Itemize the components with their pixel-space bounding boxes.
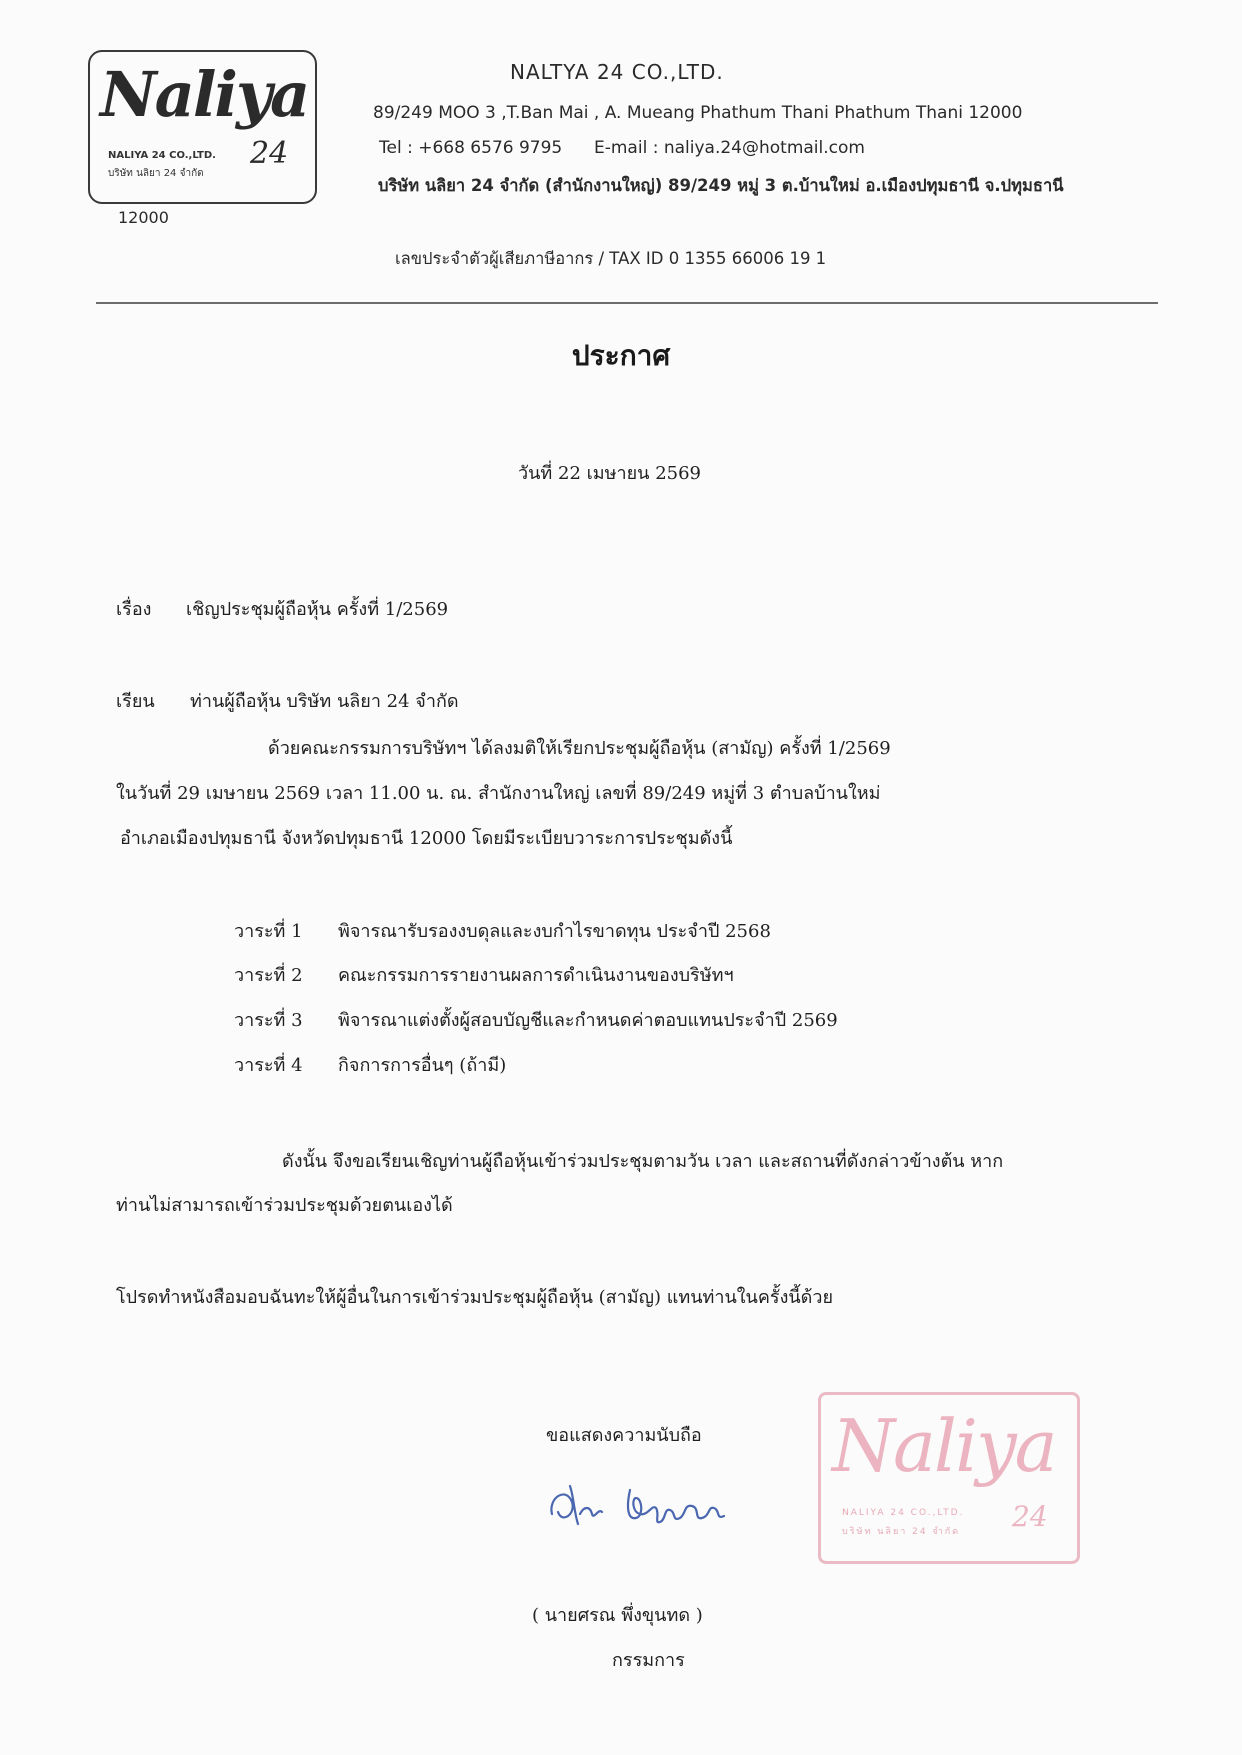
closing-line: ดังนั้น จึงขอเรียนเชิญท่านผู้ถือหุ้นเข้าร่วมประชุมตามวัน เวลา และสถานที่ดังกล่าวข้างต้น หาก [282, 1151, 1004, 1172]
intro-line: ด้วยคณะกรรมการบริษัทฯ ได้ลงมติให้เรียกประชุมผู้ถือหุ้น (สามัญ) ครั้งที่ 1/2569 [268, 738, 891, 759]
signer-name: ( นายศรณ พึ่งขุนทด ) [532, 1605, 703, 1626]
logo-company-name-th: บริษัท นลิยา 24 จำกัด [108, 168, 204, 179]
intro-line: อำเภอเมืองปทุมธานี จังหวัดปทุมธานี 12000 โดยมีระเบียบวาระการประชุมดังนี้ [120, 828, 733, 849]
agenda-item: กิจการการอื่นๆ (ถ้ามี) [338, 1055, 507, 1076]
agenda-label: วาระที่ 1 [234, 921, 303, 942]
agenda-label: วาระที่ 4 [234, 1055, 303, 1076]
recipient-label: เรียน [116, 691, 155, 712]
document-date: วันที่ 22 เมษายน 2569 [518, 463, 701, 484]
document-title: ประกาศ [571, 339, 671, 372]
handwritten-signature [544, 1468, 744, 1538]
header-divider [96, 302, 1158, 304]
closing-line: ท่านไม่สามารถเข้าร่วมประชุมด้วยตนเองได้ [116, 1195, 453, 1216]
seal-company-name-en: NALIYA 24 CO.,LTD. [842, 1508, 965, 1518]
agenda-item: พิจารณาแต่งตั้งผู้สอบบัญชีและกำหนดค่าตอบแทนประจำปี 2569 [338, 1010, 838, 1031]
seal-logo: Naliya [832, 1404, 1056, 1488]
company-address-th: บริษัท นลิยา 24 จำกัด (สำนักงานใหญ่) 89/249 หมู่ 3 ต.บ้านใหม่ อ.เมืองปทุมธานี จ.ปทุมธานี [378, 176, 1064, 195]
company-address-en: 89/249 MOO 3 ,T.Ban Mai , A. Mueang Phathum Thani Phathum Thani 12000 [373, 103, 1023, 123]
company-logo-number: 24 [250, 136, 289, 171]
agenda-label: วาระที่ 2 [234, 965, 303, 986]
agenda-item: คณะกรรมการรายงานผลการดำเนินงานของบริษัทฯ [338, 965, 734, 986]
subject-text: เชิญประชุมผู้ถือหุ้น ครั้งที่ 1/2569 [186, 599, 449, 620]
recipient-text: ท่านผู้ถือหุ้น บริษัท นลิยา 24 จำกัด [190, 691, 459, 712]
company-tax-id: เลขประจำตัวผู้เสียภาษีอากร / TAX ID 0 1355 66006 19 1 [395, 249, 827, 268]
logo-company-name-en: NALIYA 24 CO.,LTD. [108, 150, 216, 161]
proxy-instruction: โปรดทำหนังสือมอบฉันทะให้ผู้อื่นในการเข้าร่วมประชุมผู้ถือหุ้น (สามัญ) แทนท่านในครั้งนี้ด้วย [116, 1287, 834, 1308]
seal-company-name-th: บริษัท นลิยา 24 จำกัด [842, 1527, 961, 1537]
company-logo: Naliya [100, 58, 309, 131]
signer-position: กรรมการ [612, 1650, 685, 1671]
company-telephone: Tel : +668 6576 9795 [379, 138, 563, 158]
company-email: E-mail : naliya.24@hotmail.com [594, 138, 865, 158]
seal-logo-number: 24 [1012, 1500, 1048, 1533]
agenda-label: วาระที่ 3 [234, 1010, 303, 1031]
intro-line: ในวันที่ 29 เมษายน 2569 เวลา 11.00 น. ณ. สำนักงานใหญ่ เลขที่ 89/249 หมู่ที่ 3 ตำบลบ้านใหม่ [116, 783, 881, 804]
address-postcode: 12000 [118, 208, 169, 227]
subject-label: เรื่อง [116, 599, 152, 620]
closing-regards: ขอแสดงความนับถือ [546, 1425, 702, 1446]
company-name: NALTYA 24 CO.,LTD. [510, 60, 724, 84]
agenda-item: พิจารณารับรองงบดุลและงบกำไรขาดทุน ประจำปี 2568 [338, 921, 771, 942]
